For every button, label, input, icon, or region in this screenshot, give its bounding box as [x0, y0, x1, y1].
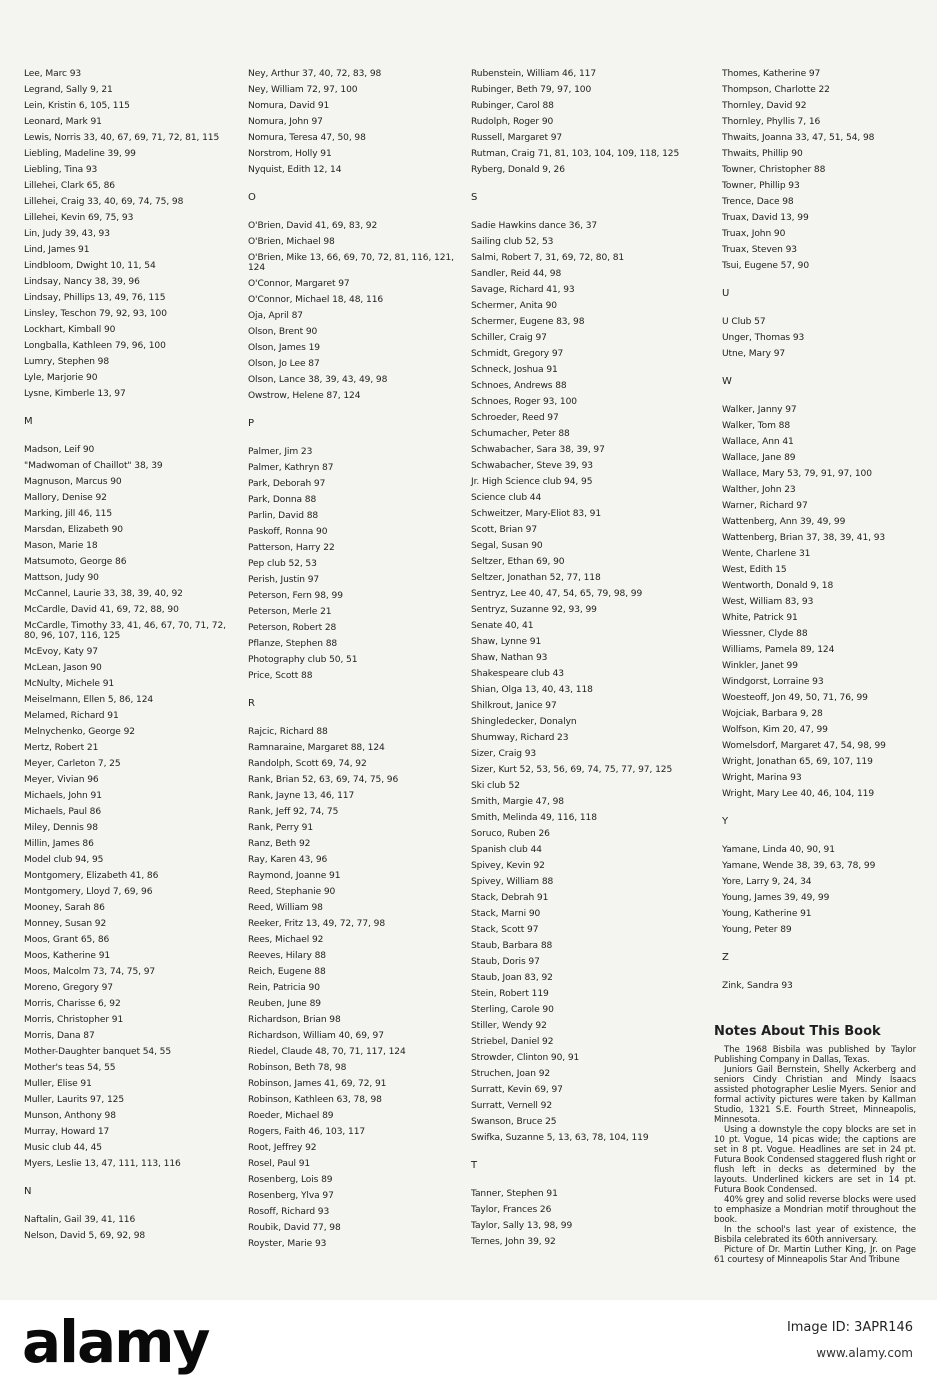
notes-paragraph: Using a downstyle the copy blocks are set in 10 pt. Vogue, 14 picas wide; the captions are set in 8 pt. Vogue. Headlines are set in 24 pt. Futura Book Condensed staggered flush right or flush left in decks as determined by the layouts. Underlined kickers are set in 14 pt. Futura Book Condensed.	[714, 1125, 916, 1195]
index-entry: U Club 57	[722, 317, 766, 327]
index-entry: Muller, Laurits 97, 125	[24, 1095, 125, 1105]
index-entry: Matsumoto, George 86	[24, 557, 127, 567]
index-entry: Liebling, Tina 93	[24, 165, 98, 175]
index-entry: Walker, Janny 97	[722, 405, 797, 415]
index-entry: Patterson, Harry 22	[248, 543, 335, 553]
index-entry: Rosoff, Richard 93	[248, 1207, 330, 1217]
index-entry: Sailing club 52, 53	[471, 237, 554, 247]
index-entry: Reed, Stephanie 90	[248, 887, 336, 897]
index-entry: Schneck, Joshua 91	[471, 365, 558, 375]
index-entry: Moos, Malcolm 73, 74, 75, 97	[24, 967, 156, 977]
index-entry: Walther, John 23	[722, 485, 796, 495]
index-column-1	[24, 66, 236, 1244]
index-entry: Lockhart, Kimball 90	[24, 325, 116, 335]
index-entry: Seltzer, Ethan 69, 90	[471, 557, 565, 567]
index-entry: Ranz, Beth 92	[248, 839, 311, 849]
section-letter-heading: W	[722, 376, 732, 387]
index-entry: Stiller, Wendy 92	[471, 1021, 547, 1031]
index-entry: Lindsay, Phillips 13, 49, 76, 115	[24, 293, 166, 303]
index-entry: Jr. High Science club 94, 95	[471, 477, 593, 487]
index-entry: Perish, Justin 97	[248, 575, 320, 585]
section-letter-heading: Y	[722, 816, 729, 827]
section-letter-heading: N	[24, 1186, 32, 1197]
index-entry: Wente, Charlene 31	[722, 549, 811, 559]
index-entry: McCannel, Laurie 33, 38, 39, 40, 92	[24, 589, 183, 599]
alamy-logo: alamy	[22, 1308, 209, 1376]
section-letter-heading: M	[24, 416, 33, 427]
index-entry: Linsley, Teschon 79, 92, 93, 100	[24, 309, 167, 319]
index-entry: Palmer, Kathryn 87	[248, 463, 334, 473]
index-entry: Rank, Brian 52, 63, 69, 74, 75, 96	[248, 775, 399, 785]
index-entry: Trence, Dace 98	[722, 197, 794, 207]
index-entry: Ney, Arthur 37, 40, 72, 83, 98	[248, 69, 382, 79]
index-entry: Ternes, John 39, 92	[471, 1237, 556, 1247]
index-entry: Marking, Jill 46, 115	[24, 509, 113, 519]
notes-paragraph: Juniors Gail Bernstein, Shelly Ackerberg and seniors Cindy Christian and Mindy Isaacs assisted photographer Leslie Myers. Senior and formal activity pictures were taken by Kallman Studio, 1321 S.E. Fourth Street, Minneapolis, Minnesota.	[714, 1065, 916, 1125]
index-entry: Monney, Susan 92	[24, 919, 107, 929]
index-entry: Rajcic, Richard 88	[248, 727, 328, 737]
index-entry: Seltzer, Jonathan 52, 77, 118	[471, 573, 601, 583]
index-entry: Morris, Dana 87	[24, 1031, 95, 1041]
index-entry: Womelsdorf, Margaret 47, 54, 98, 99	[722, 741, 886, 751]
index-entry: McLean, Jason 90	[24, 663, 102, 673]
index-entry: Rubinger, Carol 88	[471, 101, 554, 111]
index-entry: Russell, Margaret 97	[471, 133, 563, 143]
index-entry: Nomura, Teresa 47, 50, 98	[248, 133, 366, 143]
index-entry: Sentryz, Lee 40, 47, 54, 65, 79, 98, 99	[471, 589, 643, 599]
index-entry: Swifka, Suzanne 5, 13, 63, 78, 104, 119	[471, 1133, 649, 1143]
section-letter-heading: O	[248, 192, 256, 203]
index-entry: Tsui, Eugene 57, 90	[722, 261, 810, 271]
index-entry: West, Edith 15	[722, 565, 787, 575]
index-entry: Shian, Olga 13, 40, 43, 118	[471, 685, 593, 695]
notes-paragraph: The 1968 Bisbila was published by Taylor Publishing Company in Dallas, Texas.	[714, 1045, 916, 1065]
index-entry: Towner, Phillip 93	[722, 181, 800, 191]
index-entry: Ramnaraine, Margaret 88, 124	[248, 743, 385, 753]
index-entry: Morris, Charisse 6, 92	[24, 999, 121, 1009]
index-entry: Moos, Katherine 91	[24, 951, 111, 961]
index-entry: Science club 44	[471, 493, 542, 503]
index-entry: Schiller, Craig 97	[471, 333, 547, 343]
index-entry: Strowder, Clinton 90, 91	[471, 1053, 580, 1063]
index-entry: O'Connor, Michael 18, 48, 116	[248, 295, 384, 305]
image-id-label: Image ID: 3APR146	[786, 1320, 913, 1335]
index-entry: Wojciak, Barbara 9, 28	[722, 709, 823, 719]
index-entry: Truax, John 90	[722, 229, 786, 239]
index-entry: Melnychenko, George 92	[24, 727, 135, 737]
index-entry: Rubinger, Beth 79, 97, 100	[471, 85, 592, 95]
index-entry: Stack, Debrah 91	[471, 893, 549, 903]
index-entry: McCardle, David 41, 69, 72, 88, 90	[24, 605, 179, 615]
index-entry: Smith, Melinda 49, 116, 118	[471, 813, 597, 823]
index-entry: Sentryz, Suzanne 92, 93, 99	[471, 605, 597, 615]
index-entry: Pflanze, Stephen 88	[248, 639, 338, 649]
index-entry: McEvoy, Katy 97	[24, 647, 98, 657]
index-entry: Reeker, Fritz 13, 49, 72, 77, 98	[248, 919, 386, 929]
index-entry: Olson, James 19	[248, 343, 320, 353]
index-entry: Thomes, Katherine 97	[722, 69, 821, 79]
index-entry: Ney, William 72, 97, 100	[248, 85, 358, 95]
section-letter-heading: U	[722, 288, 730, 299]
index-entry: Reeves, Hilary 88	[248, 951, 326, 961]
index-entry: Salmi, Robert 7, 31, 69, 72, 80, 81	[471, 253, 625, 263]
index-entry: Raymond, Joanne 91	[248, 871, 341, 881]
index-entry: Roeder, Michael 89	[248, 1111, 334, 1121]
index-entry: Lee, Marc 93	[24, 69, 82, 79]
index-entry: Oja, April 87	[248, 311, 303, 321]
index-entry: Schnoes, Andrews 88	[471, 381, 567, 391]
index-entry: Soruco, Ruben 26	[471, 829, 550, 839]
index-entry: Mattson, Judy 90	[24, 573, 99, 583]
index-entry: Robinson, Beth 78, 98	[248, 1063, 347, 1073]
index-entry: Wiessner, Clyde 88	[722, 629, 808, 639]
index-entry: Muller, Elise 91	[24, 1079, 92, 1089]
index-entry: Marsdan, Elizabeth 90	[24, 525, 123, 535]
index-entry: Reuben, June 89	[248, 999, 321, 1009]
index-entry: Rudolph, Roger 90	[471, 117, 554, 127]
index-entry: Striebel, Daniel 92	[471, 1037, 554, 1047]
index-entry: Wright, Marina 93	[722, 773, 802, 783]
notes-about-this-book	[714, 1023, 916, 1265]
index-entry: Pep club 52, 53	[248, 559, 317, 569]
index-entry: Rank, Jayne 13, 46, 117	[248, 791, 355, 801]
index-entry: Wright, Mary Lee 40, 46, 104, 119	[722, 789, 875, 799]
index-entry: Magnuson, Marcus 90	[24, 477, 122, 487]
index-entry: Park, Donna 88	[248, 495, 317, 505]
index-entry: Rein, Patricia 90	[248, 983, 320, 993]
index-entry: Wattenberg, Brian 37, 38, 39, 41, 93	[722, 533, 886, 543]
index-entry: Windgorst, Lorraine 93	[722, 677, 824, 687]
index-entry: Paskoff, Ronna 90	[248, 527, 328, 537]
index-entry: Young, James 39, 49, 99	[722, 893, 830, 903]
watermark-bar	[0, 1300, 937, 1390]
index-entry: Myers, Leslie 13, 47, 111, 113, 116	[24, 1159, 181, 1169]
index-entry: Mooney, Sarah 86	[24, 903, 105, 913]
watermark-url: www.alamy.com	[816, 1346, 913, 1360]
index-entry: Spivey, William 88	[471, 877, 554, 887]
index-entry: Nyquist, Edith 12, 14	[248, 165, 342, 175]
index-entry: Zink, Sandra 93	[722, 981, 793, 991]
index-entry: Longballa, Kathleen 79, 96, 100	[24, 341, 166, 351]
index-entry: Parlin, David 88	[248, 511, 319, 521]
index-entry: Schumacher, Peter 88	[471, 429, 570, 439]
index-entry: "Madwoman of Chaillot" 38, 39	[24, 461, 163, 471]
index-entry: Lumry, Stephen 98	[24, 357, 110, 367]
index-entry: Rees, Michael 92	[248, 935, 324, 945]
index-entry: Photography club 50, 51	[248, 655, 358, 665]
index-entry: Rubenstein, William 46, 117	[471, 69, 597, 79]
index-entry: Robinson, Kathleen 63, 78, 98	[248, 1095, 382, 1105]
index-entry: Thornley, David 92	[722, 101, 807, 111]
index-entry: Yamane, Wende 38, 39, 63, 78, 99	[722, 861, 876, 871]
index-entry: Wentworth, Donald 9, 18	[722, 581, 834, 591]
index-entry: Randolph, Scott 69, 74, 92	[248, 759, 367, 769]
section-letter-heading: R	[248, 698, 255, 709]
index-entry: Peterson, Robert 28	[248, 623, 337, 633]
index-entry: Segal, Susan 90	[471, 541, 543, 551]
index-entry: Owstrow, Helene 87, 124	[248, 391, 361, 401]
index-entry: Yore, Larry 9, 24, 34	[722, 877, 812, 887]
index-entry: Truax, Steven 93	[722, 245, 797, 255]
index-entry: Wallace, Ann 41	[722, 437, 794, 447]
index-entry: Olson, Lance 38, 39, 43, 49, 98	[248, 375, 388, 385]
index-entry: Montgomery, Elizabeth 41, 86	[24, 871, 159, 881]
index-entry: Winkler, Janet 99	[722, 661, 798, 671]
index-entry: Olson, Brent 90	[248, 327, 318, 337]
index-entry: Sizer, Kurt 52, 53, 56, 69, 74, 75, 77, 97, 125	[471, 765, 673, 775]
index-entry: O'Brien, David 41, 69, 83, 92	[248, 221, 378, 231]
index-entry: West, William 83, 93	[722, 597, 814, 607]
index-entry: Staub, Barbara 88	[471, 941, 553, 951]
index-entry: Wright, Jonathan 65, 69, 107, 119	[722, 757, 873, 767]
index-entry: Model club 94, 95	[24, 855, 104, 865]
index-entry: Ski club 52	[471, 781, 520, 791]
index-entry: Scott, Brian 97	[471, 525, 538, 535]
index-column-4	[722, 66, 922, 994]
index-entry: Riedel, Claude 48, 70, 71, 117, 124	[248, 1047, 406, 1057]
index-entry: Schweitzer, Mary-Eliot 83, 91	[471, 509, 602, 519]
index-entry: Rosenberg, Lois 89	[248, 1175, 333, 1185]
index-entry: Lewis, Norris 33, 40, 67, 69, 71, 72, 81, 115	[24, 133, 220, 143]
index-entry: Wolfson, Kim 20, 47, 99	[722, 725, 828, 735]
index-entry: Shingledecker, Donalyn	[471, 717, 577, 727]
index-entry: Meiselmann, Ellen 5, 86, 124	[24, 695, 154, 705]
index-entry: Robinson, James 41, 69, 72, 91	[248, 1079, 387, 1089]
index-entry: Lillehei, Kevin 69, 75, 93	[24, 213, 134, 223]
index-entry: Miley, Dennis 98	[24, 823, 98, 833]
index-entry: Shilkrout, Janice 97	[471, 701, 557, 711]
index-entry: Lind, James 91	[24, 245, 90, 255]
index-entry: Rogers, Faith 46, 103, 117	[248, 1127, 366, 1137]
index-entry: Spanish club 44	[471, 845, 542, 855]
index-entry: Moos, Grant 65, 86	[24, 935, 110, 945]
index-entry: Park, Deborah 97	[248, 479, 326, 489]
notes-title: Notes About This Book	[714, 1024, 881, 1039]
index-entry: Roubik, David 77, 98	[248, 1223, 341, 1233]
index-entry: Senate 40, 41	[471, 621, 534, 631]
notes-paragraph: Picture of Dr. Martin Luther King, Jr. on Page 61 courtesy of Minneapolis Star And Tribune	[714, 1245, 916, 1265]
index-entry: Schwabacher, Sara 38, 39, 97	[471, 445, 605, 455]
index-entry: Schermer, Eugene 83, 98	[471, 317, 585, 327]
index-entry: Schermer, Anita 90	[471, 301, 557, 311]
index-entry: Mother-Daughter banquet 54, 55	[24, 1047, 172, 1057]
index-entry: Richardson, William 40, 69, 97	[248, 1031, 384, 1041]
index-entry: Rutman, Craig 71, 81, 103, 104, 109, 118, 125	[471, 149, 680, 159]
index-entry: Warner, Richard 97	[722, 501, 808, 511]
index-entry: Mertz, Robert 21	[24, 743, 99, 753]
index-entry: O'Brien, Michael 98	[248, 237, 335, 247]
index-entry: Nomura, David 91	[248, 101, 330, 111]
index-entry: Schmidt, Gregory 97	[471, 349, 564, 359]
index-entry: Melamed, Richard 91	[24, 711, 119, 721]
index-entry: Sterling, Carole 90	[471, 1005, 554, 1015]
index-entry: Peterson, Fern 98, 99	[248, 591, 343, 601]
index-entry: Shumway, Richard 23	[471, 733, 569, 743]
index-entry: Meyer, Vivian 96	[24, 775, 99, 785]
index-entry: Smith, Margie 47, 98	[471, 797, 564, 807]
index-entry: Mallory, Denise 92	[24, 493, 107, 503]
index-entry: Utne, Mary 97	[722, 349, 786, 359]
index-entry: Young, Katherine 91	[722, 909, 812, 919]
index-entry: Norstrom, Holly 91	[248, 149, 332, 159]
index-entry: Shaw, Nathan 93	[471, 653, 548, 663]
index-entry: Struchen, Joan 92	[471, 1069, 551, 1079]
index-entry: White, Patrick 91	[722, 613, 798, 623]
index-entry: Shaw, Lynne 91	[471, 637, 542, 647]
index-entry: Millin, James 86	[24, 839, 94, 849]
section-letter-heading: P	[248, 418, 255, 429]
index-entry: Nelson, David 5, 69, 92, 98	[24, 1231, 146, 1241]
index-entry: O'Connor, Margaret 97	[248, 279, 350, 289]
index-entry: Montgomery, Lloyd 7, 69, 96	[24, 887, 153, 897]
index-entry: Meyer, Carleton 7, 25	[24, 759, 121, 769]
index-entry: Rank, Perry 91	[248, 823, 314, 833]
index-entry: Wallace, Jane 89	[722, 453, 796, 463]
index-entry: Lindsay, Nancy 38, 39, 96	[24, 277, 140, 287]
index-entry: Lillehei, Clark 65, 86	[24, 181, 115, 191]
index-entry: Unger, Thomas 93	[722, 333, 805, 343]
index-entry: Sizer, Craig 93	[471, 749, 537, 759]
index-entry: Staub, Doris 97	[471, 957, 540, 967]
section-letter-heading: T	[471, 1160, 478, 1171]
index-entry: Madson, Leif 90	[24, 445, 95, 455]
index-entry: Legrand, Sally 9, 21	[24, 85, 113, 95]
index-entry: McCardle, Timothy 33, 41, 46, 67, 70, 71, 72, 80, 96, 107, 116, 125	[24, 621, 226, 641]
index-column-3	[471, 66, 696, 1250]
index-entry: Walker, Tom 88	[722, 421, 791, 431]
index-entry: Price, Scott 88	[248, 671, 313, 681]
index-entry: Taylor, Frances 26	[471, 1205, 552, 1215]
index-entry: Thornley, Phyllis 7, 16	[722, 117, 821, 127]
index-entry: Staub, Joan 83, 92	[471, 973, 553, 983]
index-entry: Lin, Judy 39, 43, 93	[24, 229, 110, 239]
notes-paragraph: 40% grey and solid reverse blocks were used to emphasize a Mondrian motif throughout the book.	[714, 1195, 916, 1225]
index-entry: Root, Jeffrey 92	[248, 1143, 317, 1153]
index-entry: Peterson, Merle 21	[248, 607, 332, 617]
index-entry: Truax, David 13, 99	[722, 213, 809, 223]
section-letter-heading: S	[471, 192, 478, 203]
index-entry: Lindbloom, Dwight 10, 11, 54	[24, 261, 156, 271]
index-entry: Spivey, Kevin 92	[471, 861, 545, 871]
index-entry: Ryberg, Donald 9, 26	[471, 165, 565, 175]
index-entry: Lillehei, Craig 33, 40, 69, 74, 75, 98	[24, 197, 184, 207]
index-entry: Morris, Christopher 91	[24, 1015, 124, 1025]
index-entry: Stein, Robert 119	[471, 989, 549, 999]
index-entry: Schnoes, Roger 93, 100	[471, 397, 577, 407]
index-entry: Sadie Hawkins dance 36, 37	[471, 221, 598, 231]
index-entry: Mother's teas 54, 55	[24, 1063, 116, 1073]
index-entry: Thwaits, Phillip 90	[722, 149, 803, 159]
index-entry: Wattenberg, Ann 39, 49, 99	[722, 517, 846, 527]
index-entry: Mason, Marie 18	[24, 541, 98, 551]
index-entry: McNulty, Michele 91	[24, 679, 115, 689]
index-entry: Lysne, Kimberle 13, 97	[24, 389, 126, 399]
index-entry: Surratt, Kevin 69, 97	[471, 1085, 563, 1095]
index-entry: Towner, Christopher 88	[722, 165, 826, 175]
index-entry: Rosel, Paul 91	[248, 1159, 311, 1169]
index-entry: Thompson, Charlotte 22	[722, 85, 830, 95]
index-column-2	[248, 66, 460, 1252]
index-entry: Surratt, Vernell 92	[471, 1101, 553, 1111]
index-entry: Palmer, Jim 23	[248, 447, 313, 457]
index-entry: Lyle, Marjorie 90	[24, 373, 98, 383]
index-entry: Liebling, Madeline 39, 99	[24, 149, 136, 159]
index-entry: Tanner, Stephen 91	[471, 1189, 558, 1199]
index-entry: Rank, Jeff 92, 74, 75	[248, 807, 339, 817]
index-entry: Swanson, Bruce 25	[471, 1117, 557, 1127]
index-entry: Naftalin, Gail 39, 41, 116	[24, 1215, 136, 1225]
index-entry: Michaels, John 91	[24, 791, 102, 801]
index-entry: Michaels, Paul 86	[24, 807, 102, 817]
index-entry: Wallace, Mary 53, 79, 91, 97, 100	[722, 469, 872, 479]
index-entry: Young, Peter 89	[722, 925, 792, 935]
index-entry: Stack, Marni 90	[471, 909, 541, 919]
index-entry: Reed, William 98	[248, 903, 323, 913]
index-entry: Shakespeare club 43	[471, 669, 564, 679]
index-entry: Music club 44, 45	[24, 1143, 102, 1153]
section-letter-heading: Z	[722, 952, 729, 963]
index-entry: O'Brien, Mike 13, 66, 69, 70, 72, 81, 116, 121, 124	[248, 253, 454, 273]
index-entry: Yamane, Linda 40, 90, 91	[722, 845, 835, 855]
index-entry: Thwaits, Joanna 33, 47, 51, 54, 98	[722, 133, 875, 143]
index-entry: Ray, Karen 43, 96	[248, 855, 328, 865]
index-entry: Nomura, John 97	[248, 117, 323, 127]
index-entry: Williams, Pamela 89, 124	[722, 645, 835, 655]
index-entry: Rosenberg, Ylva 97	[248, 1191, 334, 1201]
index-entry: Murray, Howard 17	[24, 1127, 110, 1137]
index-entry: Leonard, Mark 91	[24, 117, 102, 127]
index-entry: Taylor, Sally 13, 98, 99	[471, 1221, 573, 1231]
notes-paragraph: In the school's last year of existence, the Bisbila celebrated its 60th anniversary.	[714, 1225, 916, 1245]
index-entry: Royster, Marie 93	[248, 1239, 327, 1249]
index-entry: Lein, Kristin 6, 105, 115	[24, 101, 130, 111]
index-entry: Olson, Jo Lee 87	[248, 359, 320, 369]
index-entry: Savage, Richard 41, 93	[471, 285, 575, 295]
index-entry: Richardson, Brian 98	[248, 1015, 341, 1025]
index-entry: Sandler, Reid 44, 98	[471, 269, 562, 279]
index-entry: Moreno, Gregory 97	[24, 983, 113, 993]
index-entry: Woesteoff, Jon 49, 50, 71, 76, 99	[722, 693, 868, 703]
index-entry: Munson, Anthony 98	[24, 1111, 116, 1121]
index-entry: Schwabacher, Steve 39, 93	[471, 461, 593, 471]
index-entry: Reich, Eugene 88	[248, 967, 326, 977]
index-entry: Stack, Scott 97	[471, 925, 539, 935]
index-entry: Schroeder, Reed 97	[471, 413, 559, 423]
